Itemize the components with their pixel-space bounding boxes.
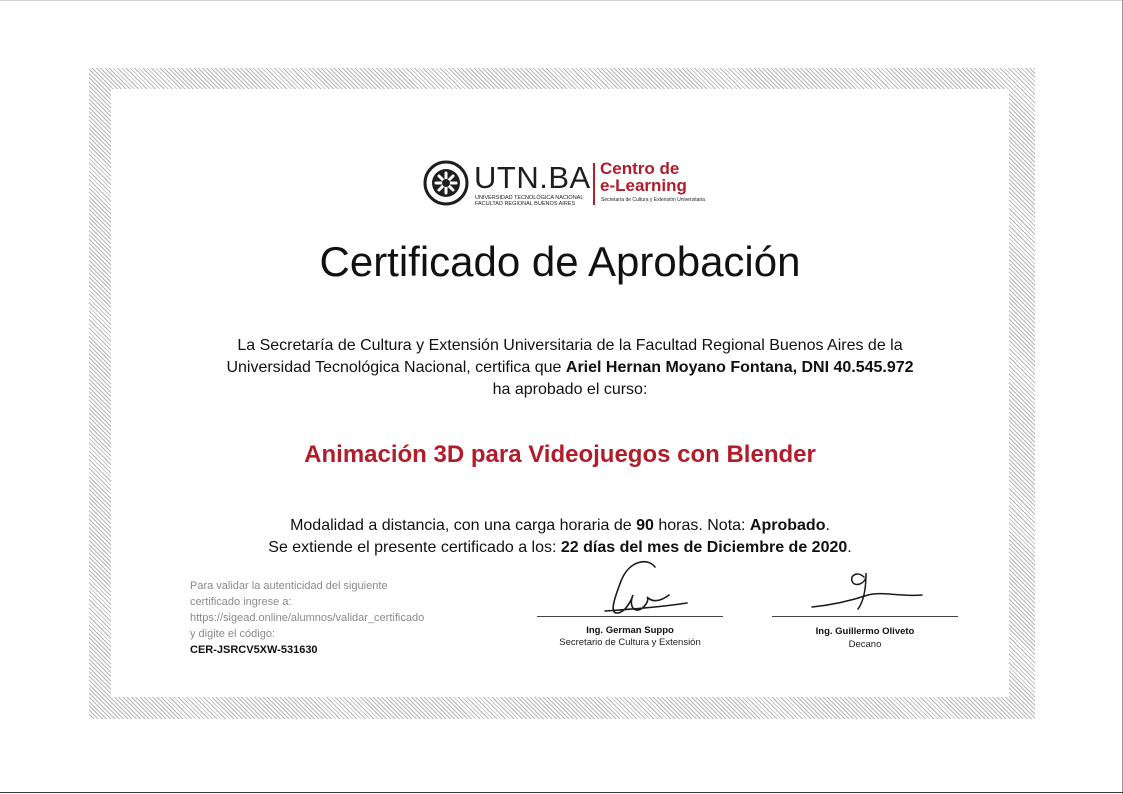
signature-scribble-icon — [772, 565, 958, 617]
intro-text: La Secretaría de Cultura y Extensión Universitaria de la Facultad Regional Buenos Aires de la Universidad Tecnológica Nacional, certifica que — [226, 337, 903, 376]
certificate-title: Certificado de Aprobación — [319, 238, 801, 285]
utn-subtitle-line1: UNIVERSIDAD TECNOLÓGICA NACIONAL — [475, 195, 584, 201]
utn-ba-logo — [423, 160, 713, 210]
hours-value: 90 — [636, 517, 654, 534]
centro-line1: Centro de — [600, 159, 680, 178]
issue-date: 22 días del mes de Diciembre de 2020 — [560, 539, 848, 556]
student-name: Ariel Hernan Moyano Fontana, DNI 40.545.972 — [565, 359, 914, 376]
page-edge-bottom — [0, 792, 1123, 793]
extends-text: Se extiende el presente certificado a los: — [268, 539, 561, 556]
intro-text-end: ha aprobado el curso: — [492, 381, 648, 398]
signer-role: Decano — [848, 639, 882, 650]
validation-info — [190, 578, 490, 658]
page-edge-top — [0, 0, 1123, 1]
modalidad-text: Modalidad a distancia, con una carga horaria de — [290, 517, 637, 534]
signature-scribble-icon — [537, 555, 723, 621]
course-details — [111, 515, 1009, 559]
hours-suffix: horas. Nota: — [653, 517, 750, 534]
signature-decano — [772, 565, 958, 655]
certificate-intro — [220, 335, 920, 401]
validation-line3: y digite el código: — [190, 628, 275, 640]
course-name: Animación 3D para Videojuegos con Blender — [304, 441, 816, 468]
grade-suffix: . — [825, 517, 830, 534]
logo-divider — [593, 163, 595, 205]
signer-name: Ing. Guillermo Oliveto — [815, 626, 915, 637]
utn-wordmark: UTN.BA — [474, 160, 591, 195]
centro-line2: e-Learning — [600, 176, 687, 195]
utn-emblem-icon — [423, 160, 469, 206]
signature-line — [772, 616, 958, 617]
grade-value: Aprobado — [749, 517, 826, 534]
date-suffix: . — [847, 539, 852, 556]
utn-subtitle — [475, 195, 583, 207]
utn-subtitle-line2: FACULTAD REGIONAL BUENOS AIRES — [475, 201, 576, 207]
signer-name: Ing. German Suppo — [586, 625, 674, 636]
validation-line1: Para validar la autenticidad del siguiente — [190, 580, 388, 592]
signature-line — [537, 616, 723, 617]
centro-subtitle: Secretaría de Cultura y Extensión Universitaria — [601, 197, 705, 203]
validation-code: CER-JSRCV5XW-531630 — [190, 644, 318, 656]
validation-url: https://sigead.online/alumnos/validar_certificado — [190, 612, 425, 624]
centro-elearning-wordmark — [600, 160, 687, 194]
validation-line2: certificado ingrese a: — [190, 596, 292, 608]
signer-role: Secretario de Cultura y Extensión — [559, 637, 701, 648]
signature-secretario — [537, 555, 723, 655]
